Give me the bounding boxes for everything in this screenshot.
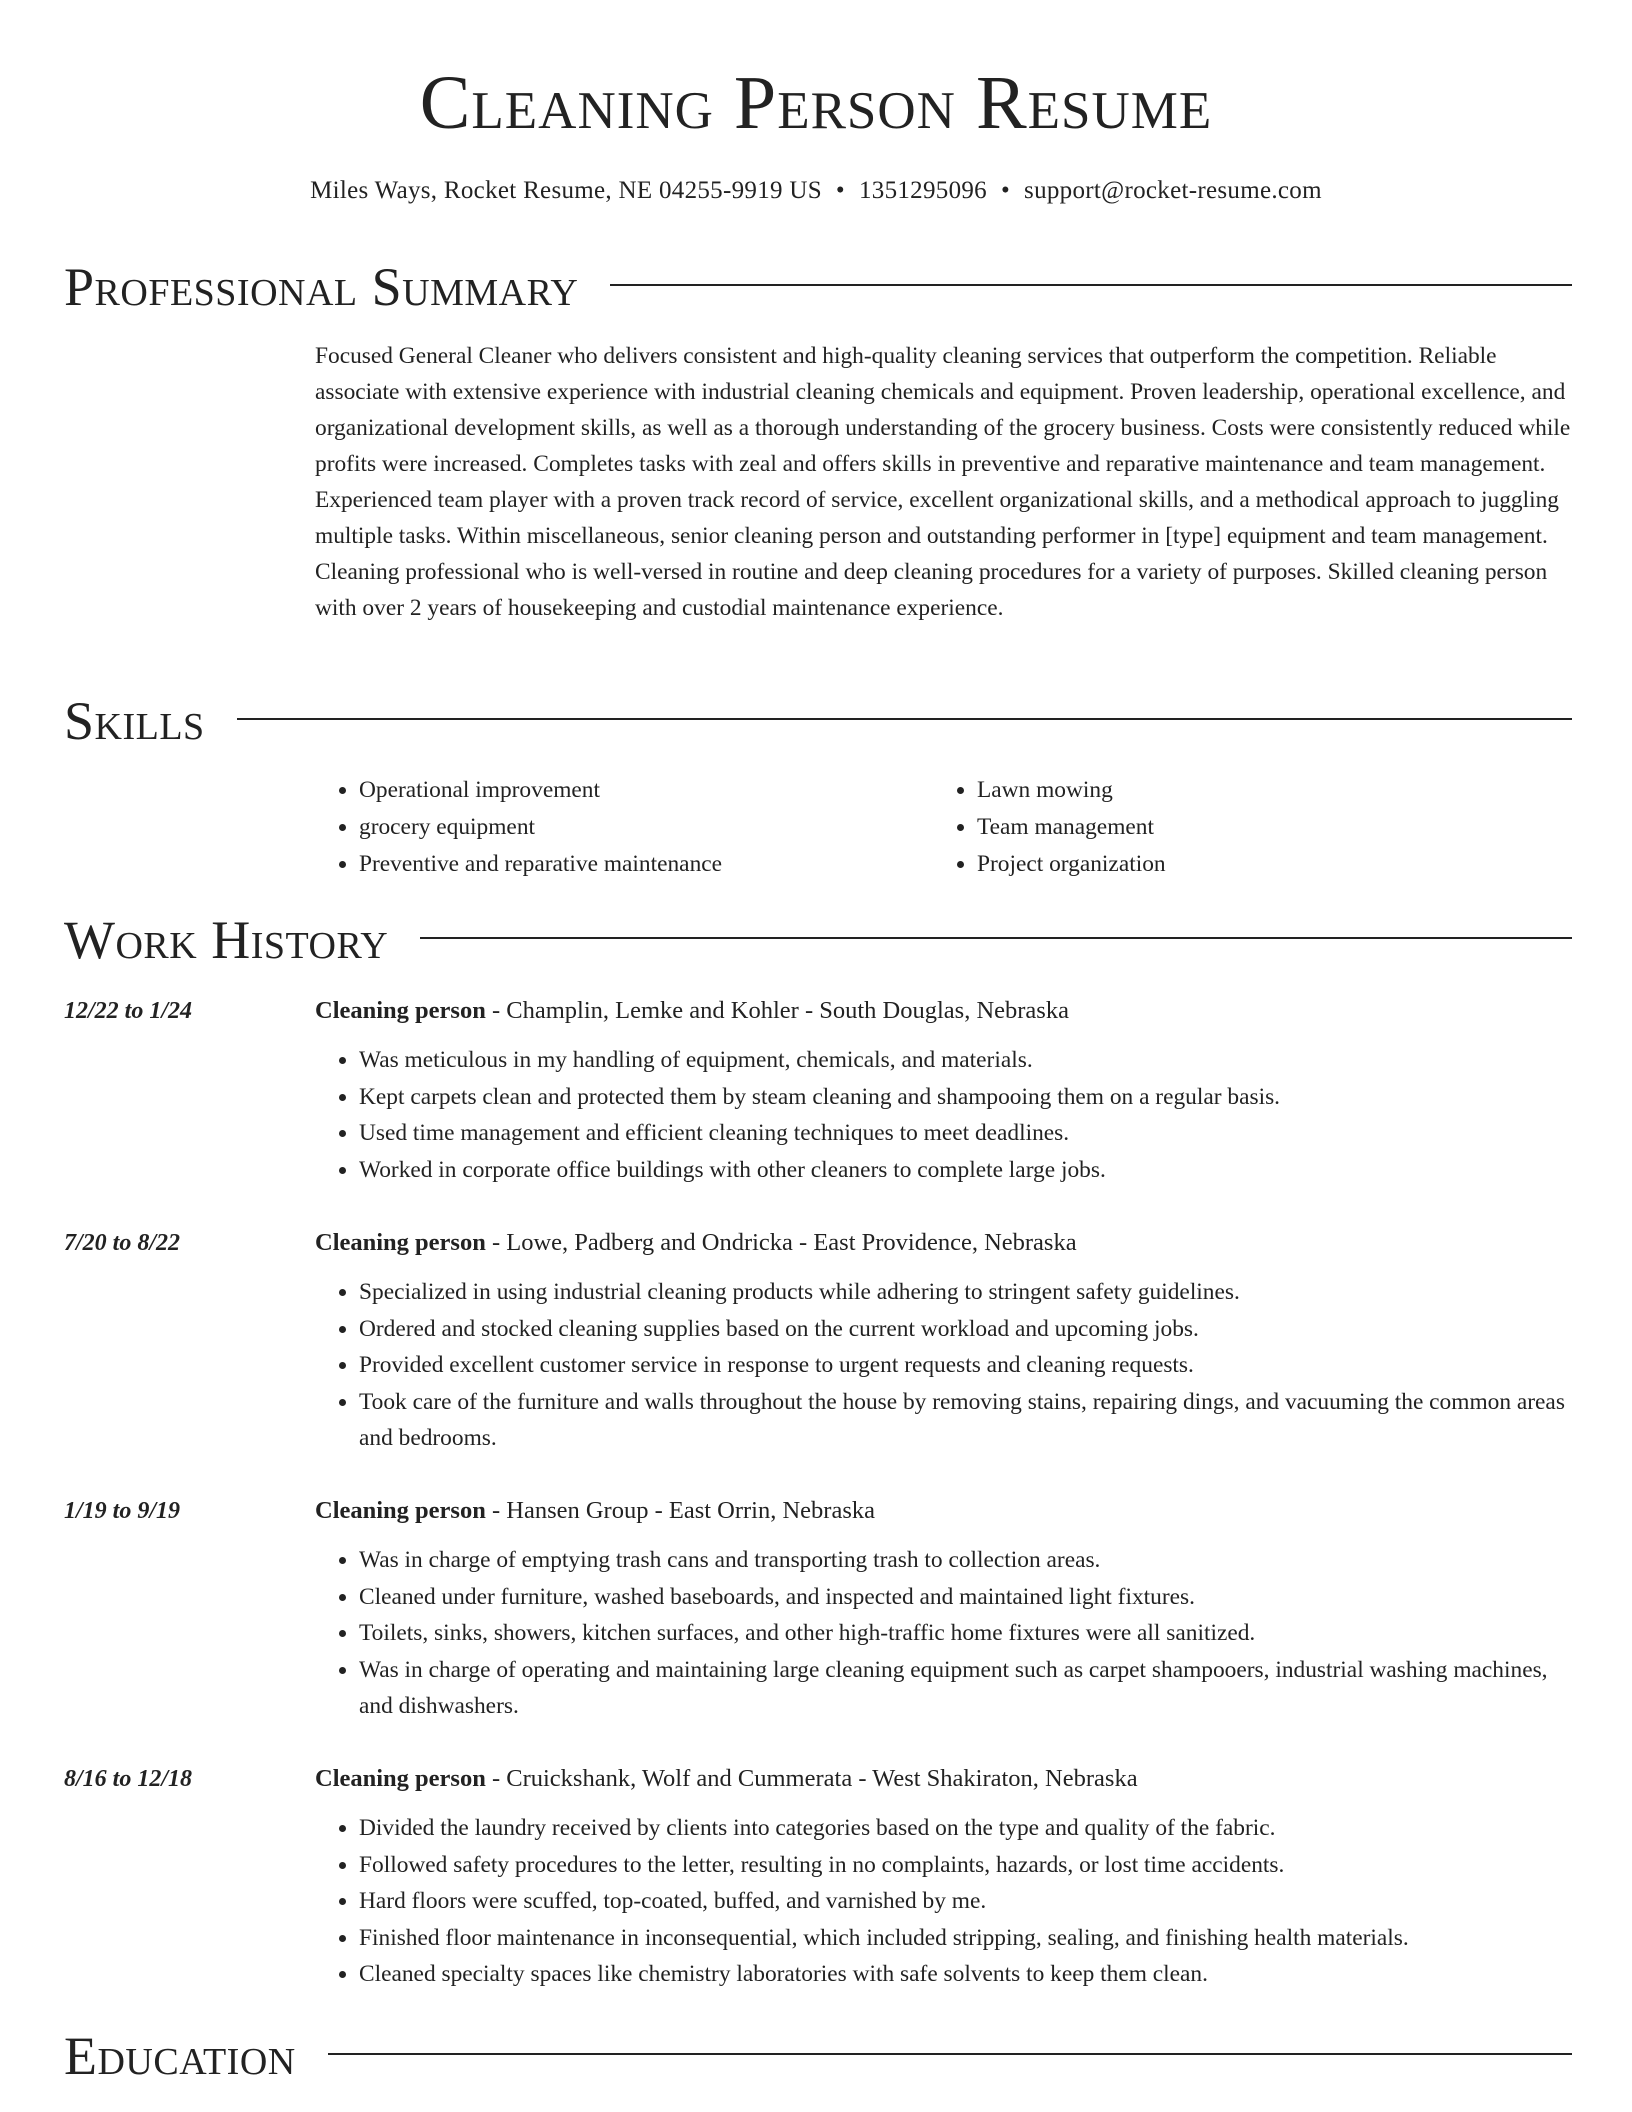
section-header-summary [64, 254, 1572, 320]
section-header-work-history [64, 907, 1572, 973]
contact-line [0, 174, 1632, 208]
section-divider [420, 937, 1572, 939]
job-bullet: • Cleaned specialty spaces like chemistry laboratories with safe solvents to keep them clean. [359, 1956, 1572, 1993]
skill-item: • Project organization [977, 846, 1551, 883]
job-bullet: • Used time management and efficient cleaning techniques to meet deadlines. [359, 1115, 1572, 1152]
section-header-skills [64, 688, 1572, 754]
contact-address: Miles Ways, Rocket Resume, NE 04255-9919 US [310, 177, 822, 204]
job-bullet: • Kept carpets clean and protected them by steam cleaning and shampooing them on a regular basis. [359, 1079, 1572, 1116]
skill-item: • grocery equipment [359, 809, 933, 846]
section-header-education [64, 2023, 1572, 2089]
section-title-education: Education [64, 2026, 296, 2086]
skill-item: • Preventive and reparative maintenance [359, 846, 933, 883]
job-dates: 7/20 to 8/22 [64, 1230, 181, 1256]
job-role: Cleaning person [315, 997, 486, 1024]
job-bullet: • Specialized in using industrial cleaning products while adhering to stringent safety guidelines. [359, 1274, 1572, 1311]
job-bullet: • Was in charge of operating and maintaining large cleaning equipment such as carpet shampooers, industrial washing machines, and dishwashers. [359, 1652, 1572, 1725]
section-divider [237, 718, 1572, 720]
job-bullet: • Divided the laundry received by clients into categories based on the type and quality of the fabric. [359, 1810, 1572, 1847]
skill-item: • Lawn mowing [977, 772, 1551, 809]
contact-phone: 1351295096 [858, 177, 987, 204]
job-bullet: • Hard floors were scuffed, top-coated, buffed, and varnished by me. [359, 1883, 1572, 1920]
job-bullet: • Provided excellent customer service in response to urgent requests and cleaning requests. [359, 1347, 1572, 1384]
skills-column-right [933, 772, 1551, 883]
contact-separator: • [835, 177, 845, 204]
job-bullet: • Took care of the furniture and walls throughout the house by removing stains, repairing dings, and vacuuming the common areas and bedrooms. [359, 1384, 1572, 1457]
job-bullets [315, 1810, 1572, 1993]
job-role: Cleaning person [315, 1765, 486, 1792]
job-bullet: • Was meticulous in my handling of equipment, chemicals, and materials. [359, 1042, 1572, 1079]
job-heading [315, 1224, 1077, 1262]
job-role: Cleaning person [315, 1497, 486, 1524]
summary-text: Focused General Cleaner who delivers consistent and high-quality cleaning services that outperform the competition. Reliable associate with extensive experience with industrial cleaning chemicals and equipment. Proven leadership, operational excellence, and organizational development skills, as well as a thorough understanding of the grocery business. Costs were consistently reduced while profits were increased. Completes tasks with zeal and offers skills in preventive and reparative maintenance and team management. Experienced team player with a proven track record of service, excellent organizational skills, and a methodical approach to juggling multiple tasks. Within miscellaneous, senior cleaning person and outstanding performer in [type] equipment and team management. Cleaning professional who is well-versed in routine and deep cleaning procedures for a variety of purposes. Skilled cleaning person with over 2 years of housekeeping and custodial maintenance experience. [315, 343, 1571, 621]
section-divider [610, 284, 1572, 286]
skill-item: • Operational improvement [359, 772, 933, 809]
job-bullet: • Ordered and stocked cleaning supplies based on the current workload and upcoming jobs. [359, 1311, 1572, 1348]
job-bullet: • Toilets, sinks, showers, kitchen surfaces, and other high-traffic home fixtures were all sanitized. [359, 1615, 1572, 1652]
contact-separator: • [1000, 177, 1011, 204]
job-heading [315, 992, 1069, 1030]
contact-email[interactable]: support@rocket-resume.com [1024, 177, 1322, 204]
job-dates: 8/16 to 12/18 [64, 1766, 193, 1792]
job-bullet: • Was in charge of emptying trash cans and transporting trash to collection areas. [359, 1542, 1572, 1579]
job-bullet: • Cleaned under furniture, washed baseboards, and inspected and maintained light fixtures. [359, 1579, 1572, 1616]
section-title-skills: Skills [64, 691, 205, 751]
skills-column-left [315, 772, 933, 883]
job-heading [315, 1760, 1138, 1798]
job-role: Cleaning person [315, 1229, 486, 1256]
section-divider [328, 2053, 1572, 2055]
job-dates: 1/19 to 9/19 [64, 1498, 181, 1524]
skills-list [315, 772, 1572, 883]
section-title-summary: Professional Summary [64, 257, 579, 317]
job-bullets [315, 1042, 1572, 1188]
job-bullet: • Followed safety procedures to the letter, resulting in no complaints, hazards, or lost time accidents. [359, 1847, 1572, 1884]
job-bullet: • Worked in corporate office buildings with other cleaners to complete large jobs. [359, 1152, 1572, 1189]
skill-item: • Team management [977, 809, 1551, 846]
job-dates: 12/22 to 1/24 [64, 998, 193, 1024]
job-bullets [315, 1542, 1572, 1725]
job-bullet: • Finished floor maintenance in inconsequential, which included stripping, sealing, and finishing health materials. [359, 1920, 1572, 1957]
section-title-work-history: Work History [64, 910, 389, 970]
job-bullets [315, 1274, 1572, 1457]
job-employer: - Hansen Group - East Orrin, Nebraska [485, 1497, 875, 1524]
job-employer: - Champlin, Lemke and Kohler - South Douglas, Nebraska [485, 997, 1069, 1024]
resume-title: Cleaning Person Resume [419, 61, 1213, 145]
job-heading [315, 1492, 875, 1530]
job-employer: - Cruickshank, Wolf and Cummerata - West Shakiraton, Nebraska [485, 1765, 1138, 1792]
job-employer: - Lowe, Padberg and Ondricka - East Providence, Nebraska [485, 1229, 1077, 1256]
